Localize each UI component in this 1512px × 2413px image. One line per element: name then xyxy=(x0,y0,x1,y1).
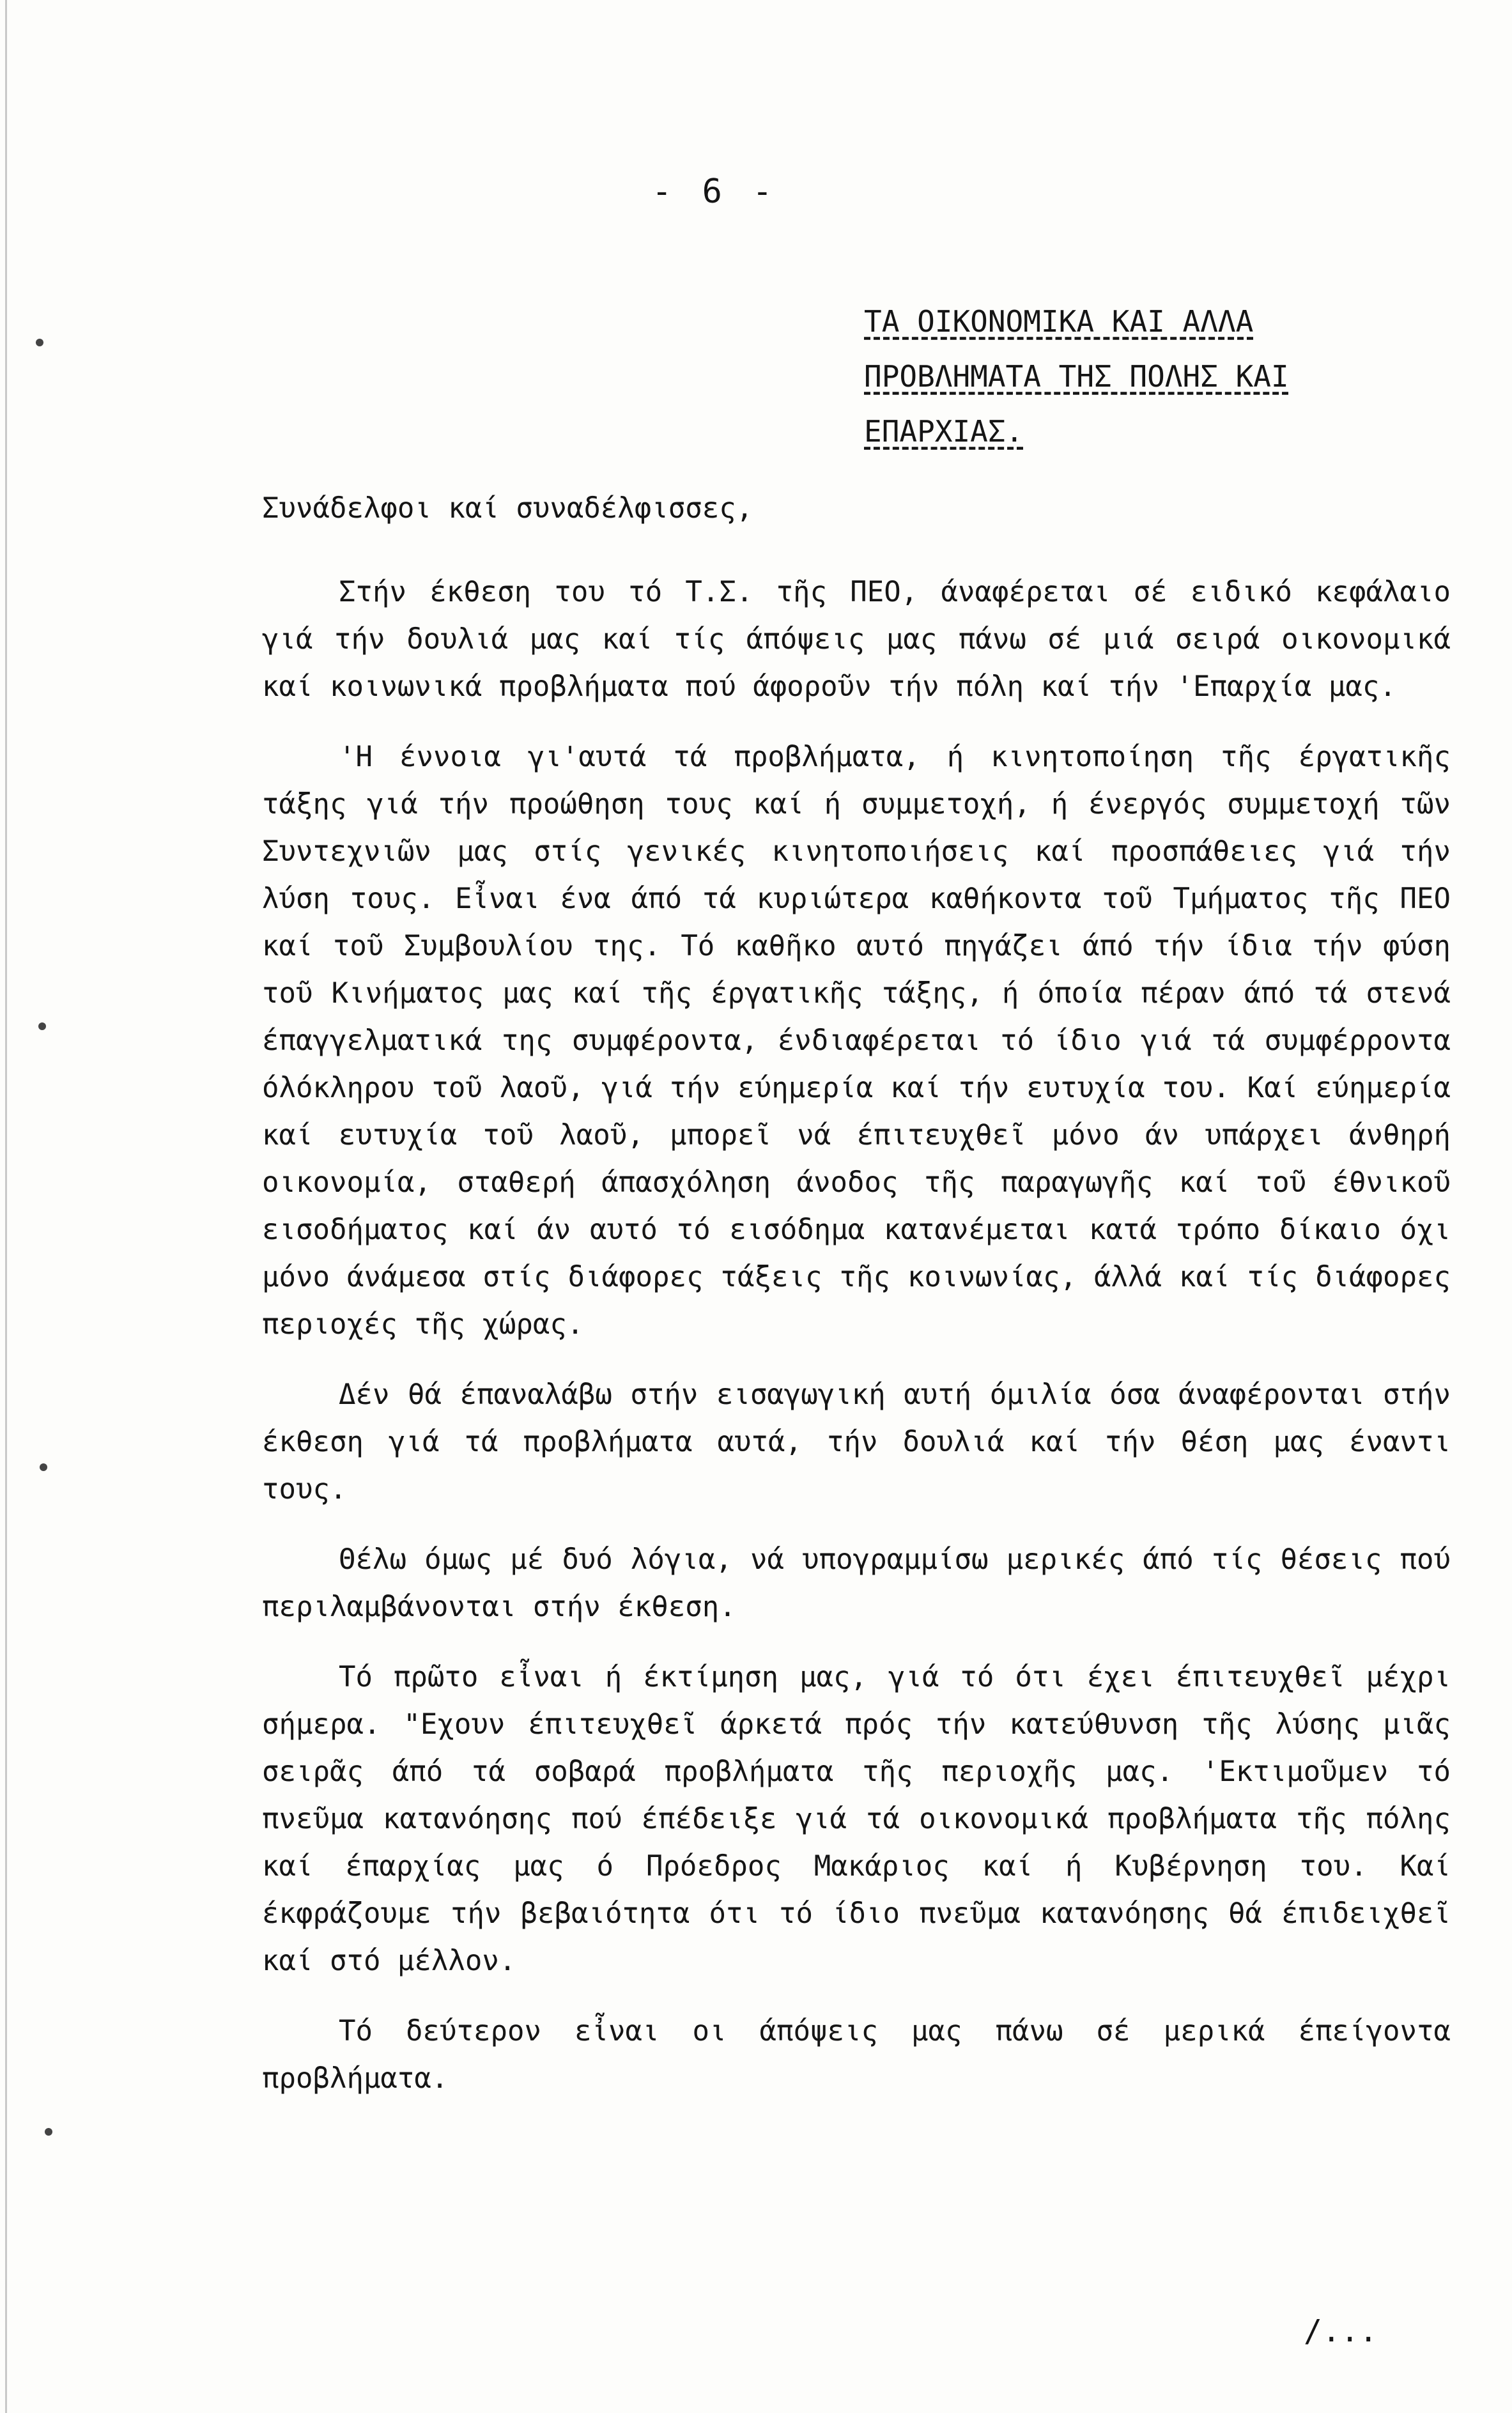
paragraph: Στήν έκθεση του τό Τ.Σ. τῆς ΠΕΟ, άναφέρεται σέ ειδικό κεφάλαιο γιά τήν δουλιά μας καί τίς άπόψεις μας πάνω σέ μιά σειρά οικονομικά καί κοινωνικά προβλήματα πού άφοροῦν τήν πόλη καί τήν 'Επαρχία μας. xyxy=(262,576,1451,703)
paragraph: Τό δεύτερον εἶναι οι άπόψεις μας πάνω σέ μερικά έπείγοντα προβλήματα. xyxy=(262,2015,1451,2095)
heading-line-3: ΕΠΑΡΧΙΑΣ. xyxy=(864,414,1024,449)
heading-line-2: ΠΡΟΒΛΗΜΑΤΑ ΤΗΣ ΠΟΛΗΣ ΚΑΙ xyxy=(864,359,1289,394)
paragraph: Θέλω όμως μέ δυό λόγια, νά υπογραμμίσω μερικές άπό τίς θέσεις πού περιλαμβάνονται στήν έκθεση. xyxy=(262,1543,1451,1623)
continuation-mark: /... xyxy=(1304,2313,1378,2349)
paragraph: 'Η έννοια γι'αυτά τά προβλήματα, ή κινητοποίηση τῆς έργατικῆς τάξης γιά τήν προώθηση τους καί ή συμμετοχή, ή ένεργός συμμετοχή τῶν Συντεχνιῶν μας στίς γενικές κινητοποιήσεις καί προσπάθειες γιά τήν λύση τους. Εἶναι ένα άπό τά κυριώτερα καθήκοντα τοῦ Τμήματος τῆς ΠΕΟ καί τοῦ Συμβουλίου της. Τό καθῆκο αυτό πηγάζει άπό τήν ίδια τήν φύση τοῦ Κινήματος μας καί τῆς έργατικῆς τάξης, ή όποία πέραν άπό τά στενά έπαγγελματικά της συμφέροντα, ένδιαφέρεται τό ίδιο γιά τά συμφέρροντα όλόκληρου τοῦ λαοῦ, γιά τήν εύημερία καί τήν ευτυχία του. Καί εύημερία καί ευτυχία τοῦ λαοῦ, μπορεῖ νά έπιτευχθεῖ μόνο άν υπάρχει άνθηρή οικονομία, σταθερή άπασχόληση άνοδος τῆς παραγωγῆς καί τοῦ έθνικοῦ εισοδήματος καί άν αυτό τό εισόδημα κατανέμεται κατά τρόπο δίκαιο όχι μόνο άνάμεσα στίς διάφορες τάξεις τῆς κοινωνίας, άλλά καί τίς διάφορες περιοχές τῆς χώρας. xyxy=(262,741,1451,1341)
scan-speck xyxy=(45,2128,52,2136)
scan-speck xyxy=(36,339,43,346)
paragraph: Τό πρῶτο εἶναι ή έκτίμηση μας, γιά τό ότι έχει έπιτευχθεῖ μέχρι σήμερα. "Εχουν έπιτευχθεῖ άρκετά πρός τήν κατεύθυνση τῆς λύσης μιᾶς σειρᾶς άπό τά σοβαρά προβλήματα τῆς περιοχῆς μας. 'Εκτιμοῦμεν τό πνεῦμα κατανόησης πού έπέδειξε γιά τά οικονομικά προβλήματα τῆς πόλης καί έπαρχίας μας ό Πρόεδρος Μακάριος καί ή Κυβέρνηση του. Καί έκφράζουμε τήν βεβαιότητα ότι τό ίδιο πνεῦμα κατανόησης θά έπιδειχθεῖ καί στό μέλλον. xyxy=(262,1661,1451,1977)
body-text xyxy=(262,569,1451,2125)
scan-speck xyxy=(40,1463,47,1471)
heading-line-1: ΤΑ ΟΙΚΟΝΟΜΙΚΑ ΚΑΙ ΑΛΛΑ xyxy=(864,304,1254,339)
salutation: Συνάδελφοι καί συναδέλφισσες, xyxy=(262,492,753,525)
scan-edge-line xyxy=(5,0,7,2413)
scan-speck xyxy=(38,1022,46,1030)
section-heading xyxy=(864,294,1289,459)
page-number: - 6 - xyxy=(652,173,778,211)
paragraph: Δέν θά έπαναλάβω στήν εισαγωγική αυτή όμιλία όσα άναφέρονται στήν έκθεση γιά τά προβλήματα αυτά, τήν δουλιά καί τήν θέση μας έναντι τους. xyxy=(262,1378,1451,1506)
